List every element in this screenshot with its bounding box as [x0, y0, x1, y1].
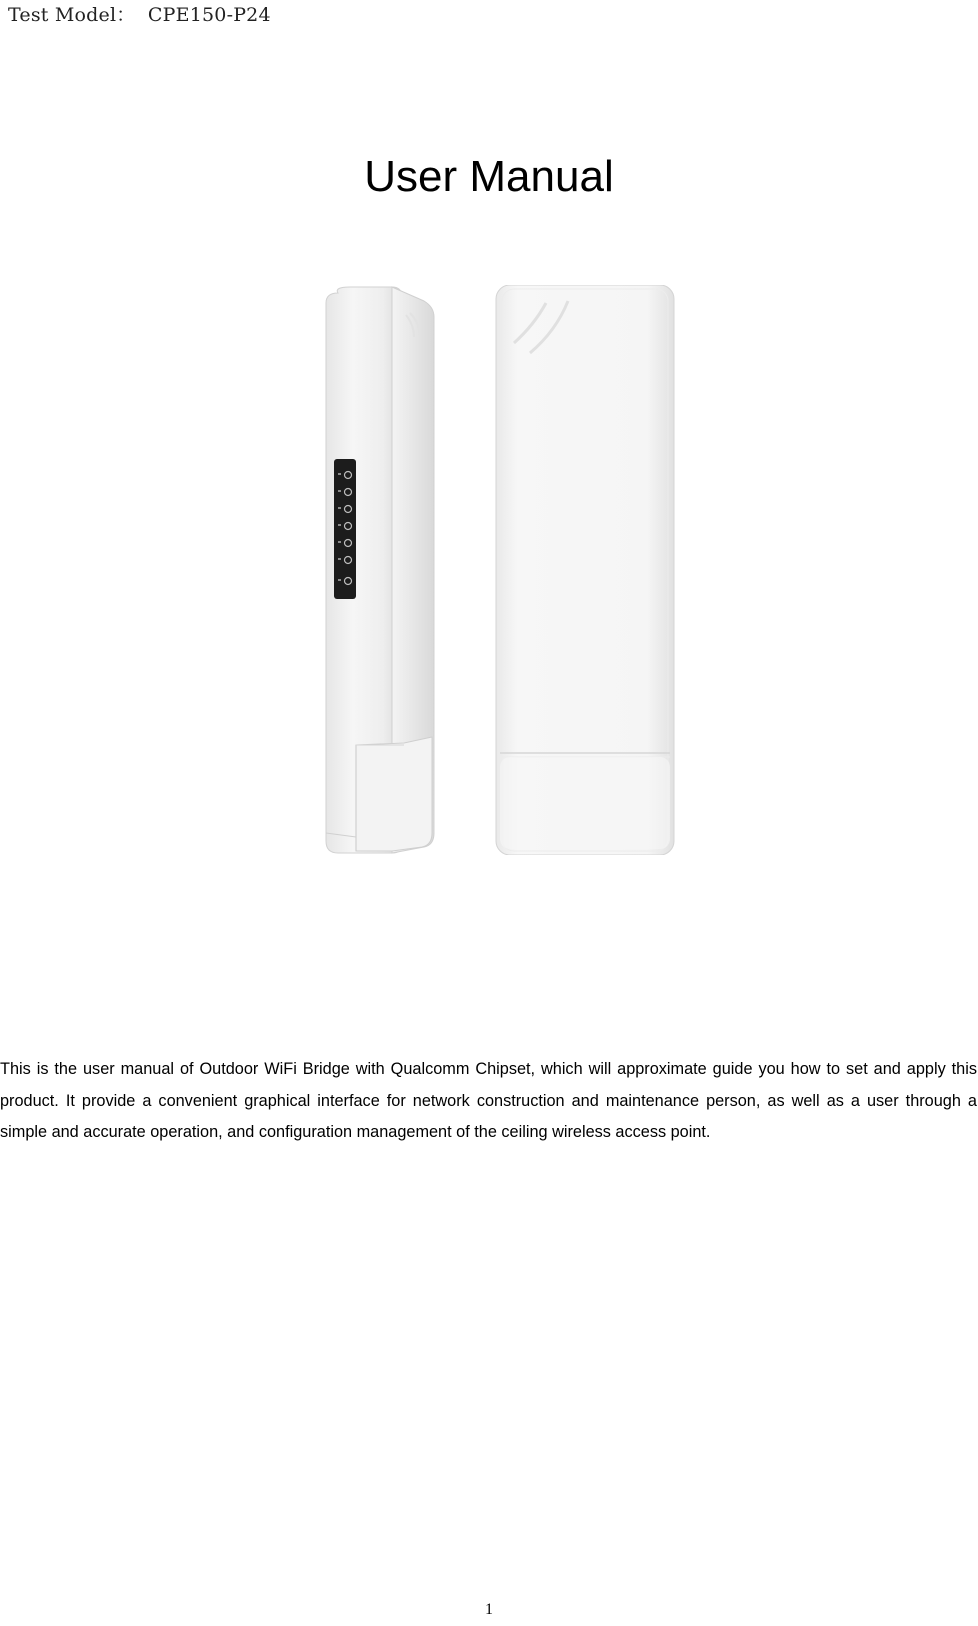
intro-paragraph: This is the user manual of Outdoor WiFi Bridge with Qualcomm Chipset, which will approximate guide you how to set and apply this product. It provide a convenient graphical interface for network construction and maintenance person, as well as a user through a simple and accurate operation, and configuration management of the ceiling wireless access point. — [0, 1060, 977, 1141]
test-model-label: Test Model： CPE150-P24 — [8, 4, 271, 26]
device-front-view — [496, 285, 674, 855]
page-title: User Manual — [364, 152, 614, 201]
product-image — [320, 285, 710, 855]
page-number: 1 — [485, 1601, 493, 1618]
led-panel — [334, 459, 356, 599]
device-side-view — [326, 287, 434, 853]
